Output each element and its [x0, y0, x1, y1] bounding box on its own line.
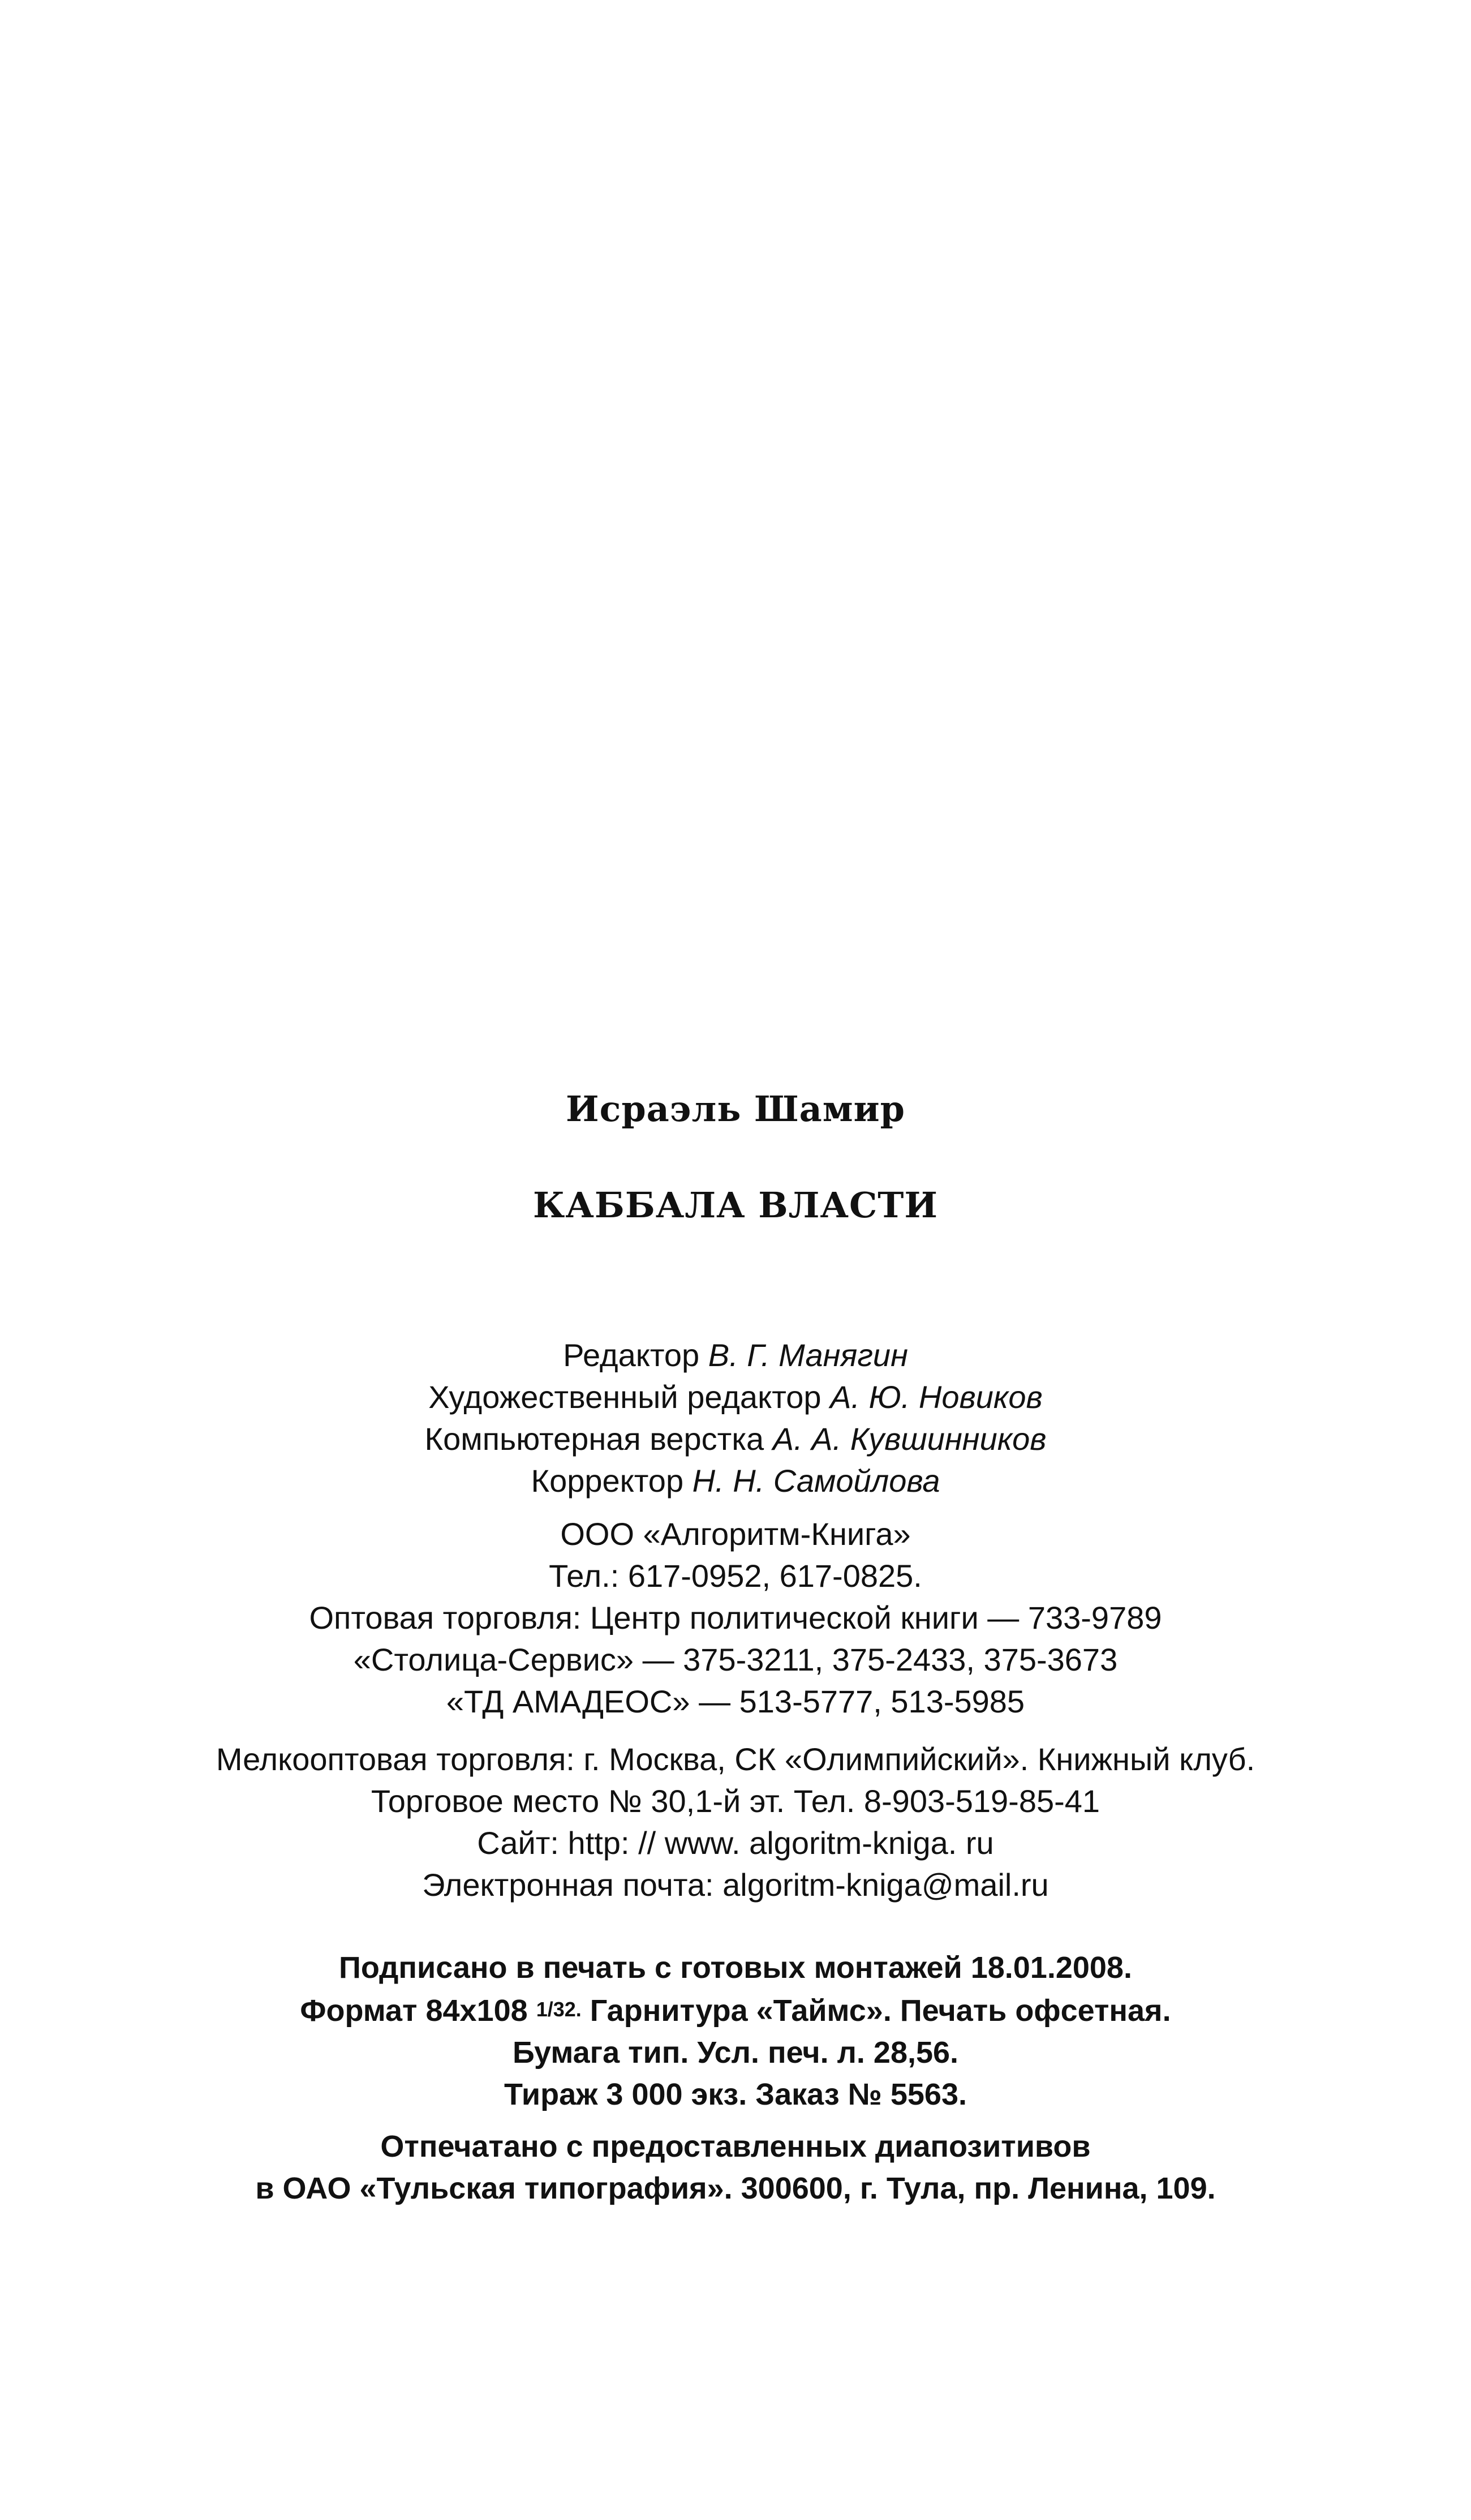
imprint-format-suffix: Гарнитура «Таймс». Печать офсетная. — [590, 1994, 1171, 2028]
retail-email: Электронная почта: algoritm-kniga@mail.ru — [422, 1867, 1049, 1903]
credits-block — [0, 1334, 1471, 1502]
imprint-block — [0, 1947, 1471, 2115]
credit-role: Художественный редактор — [428, 1379, 821, 1415]
publisher-phone: Тел.: 617-0952, 617-0825. — [549, 1558, 922, 1594]
printed-line-1: Отпечатано с предоставленных диапозитивов — [380, 2130, 1091, 2163]
credit-line-proofreader — [0, 1460, 1471, 1502]
credit-line-art-editor — [0, 1376, 1471, 1418]
publisher-name: ООО «Алгоритм-Книга» — [560, 1516, 911, 1552]
imprint-print-run: Тираж 3 000 экз. Заказ № 5563. — [504, 2077, 967, 2111]
author-name: Исраэль Шамир — [566, 1088, 905, 1130]
retail-line-2: Торговое место № 30,1-й эт. Тел. 8-903-519-85-41 — [371, 1783, 1100, 1819]
imprint-format-prefix: Формат 84x108 — [300, 1994, 528, 2028]
publisher-stolitsa: «Столица-Сервис» — 375-3211, 375-2433, 375-3673 — [353, 1642, 1118, 1677]
credit-role: Компьютерная верстка — [424, 1421, 764, 1457]
credit-line-editor — [0, 1334, 1471, 1376]
imprint-format — [0, 1989, 1471, 2032]
credit-name: В. Г. Манягин — [708, 1337, 908, 1373]
credit-line-layout — [0, 1418, 1471, 1460]
retail-block — [0, 1738, 1471, 1906]
publisher-block — [0, 1513, 1471, 1723]
publisher-wholesale: Оптовая торговля: Центр политической книги — 733-9789 — [309, 1600, 1162, 1635]
imprint-signed: Подписано в печать с готовых монтажей 18.01.2008. — [339, 1951, 1132, 1985]
credit-name: А. Ю. Новиков — [830, 1379, 1043, 1415]
credit-role: Редактор — [563, 1337, 700, 1373]
printed-line-2: в ОАО «Тульская типография». 300600, г. Тула, пр. Ленина, 109. — [255, 2171, 1216, 2205]
imprint-format-fraction: 1/32. — [536, 1998, 582, 2021]
credit-name: А. А. Кувшинников — [772, 1421, 1047, 1457]
credit-name: Н. Н. Самойлова — [692, 1463, 940, 1499]
imprint-paper: Бумага тип. Усл. печ. л. 28,56. — [512, 2036, 959, 2070]
publisher-amadeos: «ТД АМАДЕОС» — 513-5777, 513-5985 — [446, 1684, 1025, 1719]
credit-role: Корректор — [531, 1463, 684, 1499]
book-title: КАББАЛА ВЛАСТИ — [532, 1184, 939, 1226]
printed-block — [0, 2126, 1471, 2209]
retail-line-1: Мелкооптовая торговля: г. Москва, СК «Олимпийский». Книжный клуб. — [216, 1741, 1255, 1777]
retail-site: Сайт: http: // www. algoritm-kniga. ru — [477, 1825, 994, 1861]
